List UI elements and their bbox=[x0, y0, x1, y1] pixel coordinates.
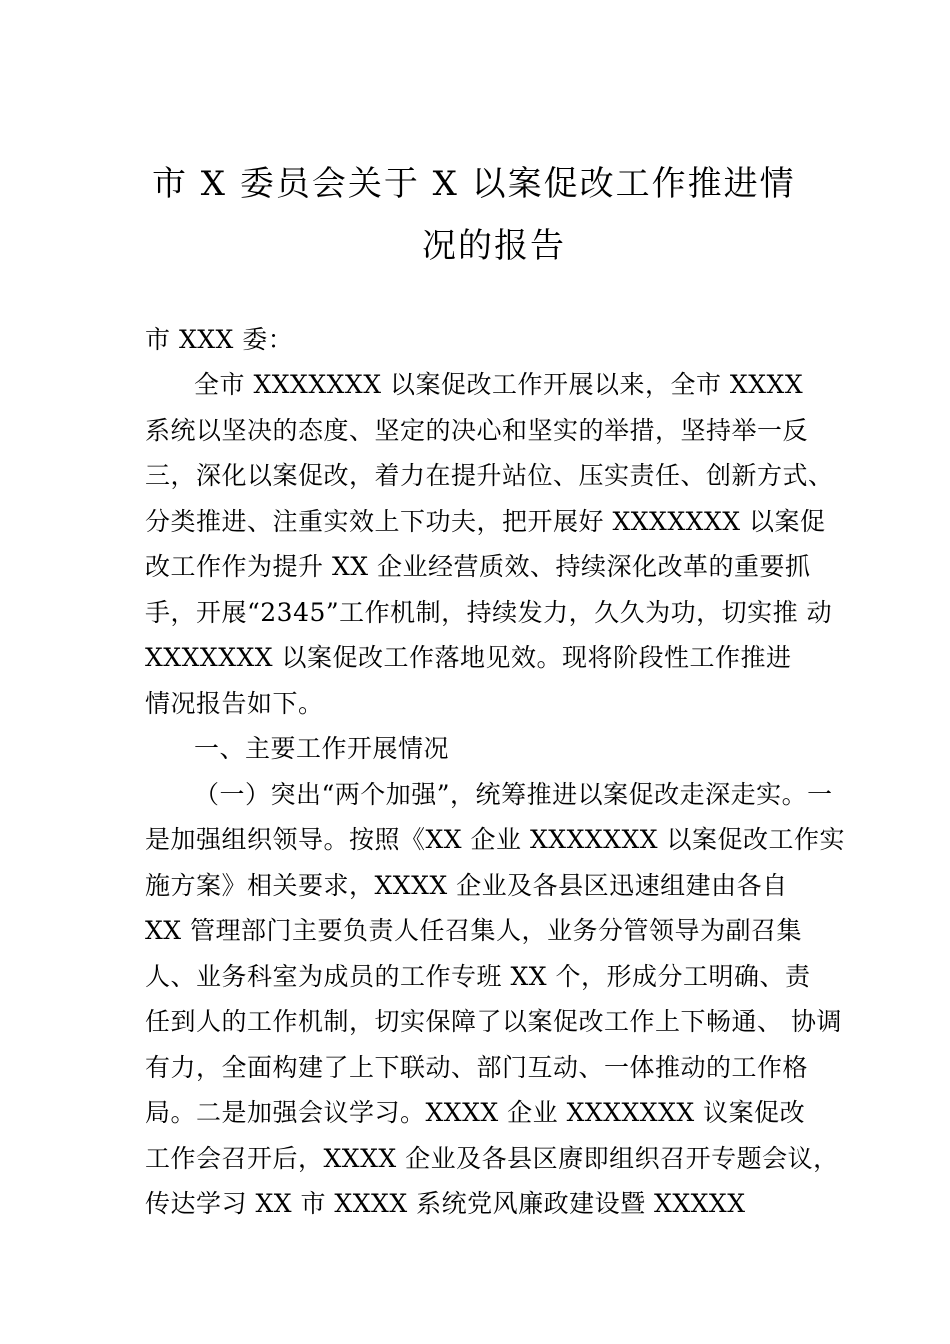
body-line: 工作会召开后，XXXX 企业及各县区赓即组织召开专题会议， bbox=[145, 1144, 839, 1173]
salutation: 市 XXX 委： bbox=[145, 325, 294, 354]
document-title-line-2: 况的报告 bbox=[422, 226, 566, 266]
body-line: XX 管理部门主要负责人任召集人，业务分管领导为副召集 bbox=[145, 916, 803, 945]
body-line: 人、业务科室为成员的工作专班 XX 个，形成分工明确、责 bbox=[145, 962, 811, 991]
body-line: 施方案》相关要求，XXXX 企业及各县区迅速组建由各自 bbox=[145, 871, 788, 900]
document-title-line-1: 市 X 委员会关于 X 以案促改工作推进情 bbox=[152, 164, 796, 204]
body-line: 是加强组织领导。按照《XX 企业 XXXXXXX 以案促改工作实 bbox=[145, 825, 846, 854]
body-line: 传达学习 XX 市 XXXX 系统党风廉政建设暨 XXXXX bbox=[145, 1189, 746, 1218]
body-line: （一）突出“两个加强”，统筹推进以案促改走深走实。一 bbox=[194, 780, 833, 809]
body-line: 改工作作为提升 XX 企业经营质效、持续深化改革的重要抓 bbox=[145, 552, 811, 581]
body-line: 全市 XXXXXXX 以案促改工作开展以来，全市 XXXX bbox=[194, 370, 804, 399]
body-line: 系统以坚决的态度、坚定的决心和坚实的举措，坚持举一反 bbox=[145, 416, 809, 445]
section-heading: 一、主要工作开展情况 bbox=[194, 734, 450, 763]
body-line: 三，深化以案促改，着力在提升站位、压实责任、创新方式、 bbox=[145, 461, 834, 490]
body-line: 手，开展“2345”工作机制，持续发力，久久为功，切实推 动 bbox=[145, 598, 833, 627]
body-line: 分类推进、注重实效上下功夫，把开展好 XXXXXXX 以案促 bbox=[145, 507, 826, 536]
body-line: 情况报告如下。 bbox=[145, 689, 324, 718]
body-line: 任到人的工作机制，切实保障了以案促改工作上下畅通、 协调 bbox=[145, 1007, 842, 1036]
body-line: XXXXXXX 以案促改工作落地见效。现将阶段性工作推进 bbox=[145, 643, 792, 672]
body-line: 局。二是加强会议学习。XXXX 企业 XXXXXXX 议案促改 bbox=[145, 1098, 806, 1127]
body-line: 有力，全面构建了上下联动、部门互动、一体推动的工作格 bbox=[145, 1053, 809, 1082]
